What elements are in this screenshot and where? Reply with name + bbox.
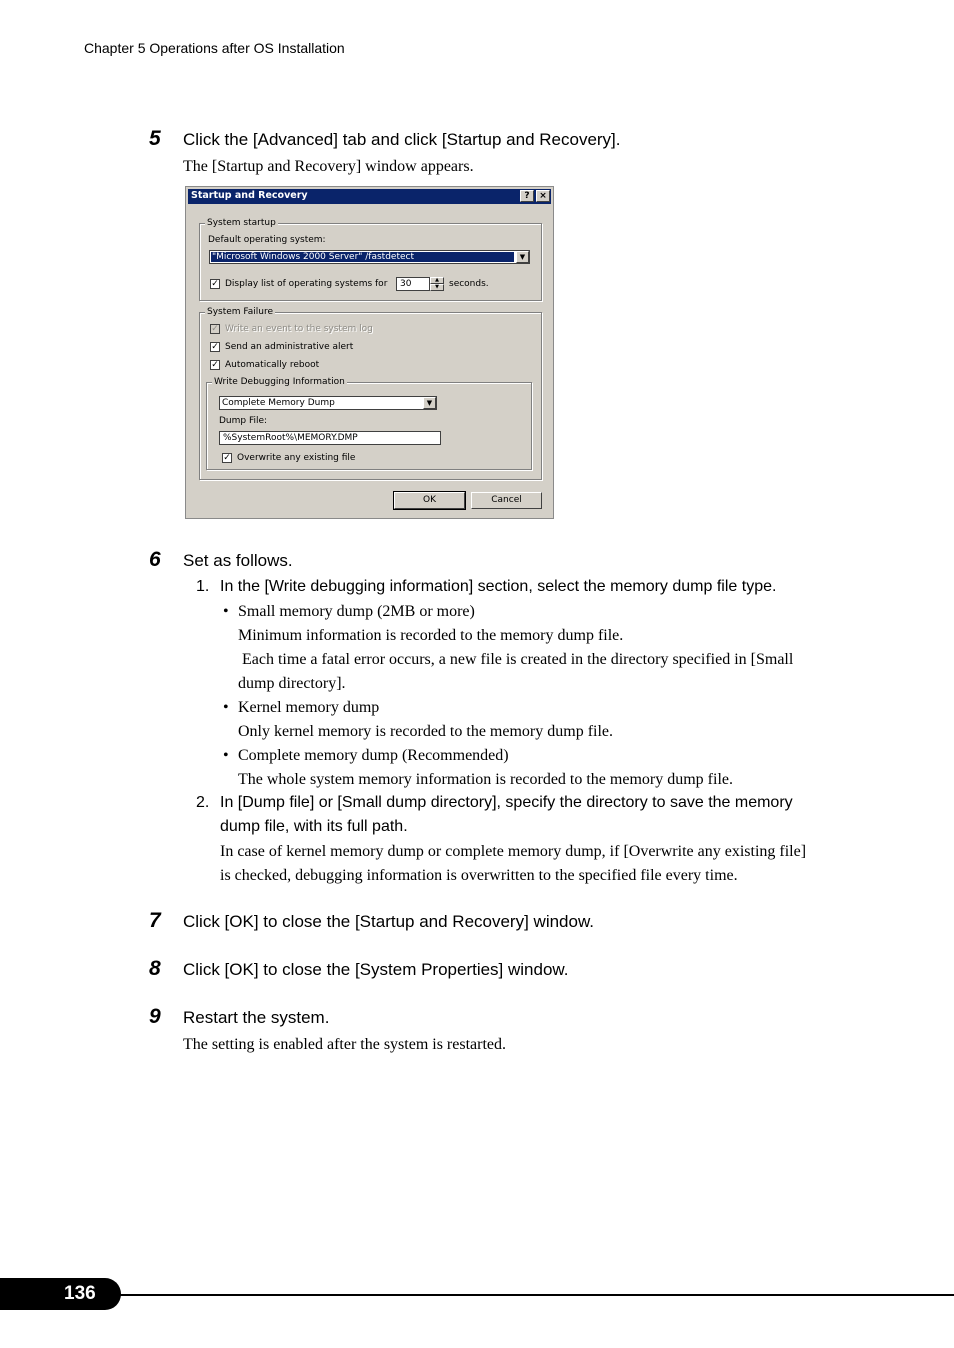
- bullet-icon: •: [223, 699, 229, 716]
- spin-down-icon[interactable]: ▼: [430, 284, 444, 291]
- bullet-3-line1: The whole system memory information is recorded to the memory dump file.: [238, 771, 733, 788]
- overwrite-checkbox[interactable]: ✓: [223, 453, 231, 463]
- chevron-down-icon[interactable]: ▼: [516, 251, 529, 263]
- chapter-header: Chapter 5 Operations after OS Installation: [84, 40, 345, 56]
- step-number-6: 6: [149, 548, 161, 571]
- dialog-title: Startup and Recovery: [191, 190, 308, 201]
- step-5-text: Click the [Advanced] tab and click [Startup and Recovery].: [183, 130, 621, 149]
- default-os-value: "Microsoft Windows 2000 Server" /fastdetect: [211, 252, 514, 262]
- step-number-5: 5: [149, 127, 161, 150]
- substep-number-2: 2.: [196, 794, 210, 811]
- bullet-1-line1: Minimum information is recorded to the memory dump file.: [238, 627, 624, 644]
- page-number: 136: [64, 1283, 96, 1304]
- bullet-1-line2: Each time a fatal error occurs, a new file is created in the directory specified in [Small: [238, 651, 794, 668]
- write-event-label: Write an event to the system log: [225, 324, 373, 334]
- step-9-note: The setting is enabled after the system is restarted.: [183, 1036, 507, 1053]
- step-number-7: 7: [149, 909, 161, 932]
- dump-type-value: Complete Memory Dump: [222, 398, 335, 408]
- debugging-label: Write Debugging Information: [214, 377, 345, 387]
- step-9-text: Restart the system.: [183, 1008, 330, 1027]
- display-list-label: Display list of operating systems for: [225, 279, 388, 289]
- dialog-titlebar: [188, 189, 551, 204]
- default-os-label: Default operating system:: [208, 235, 326, 245]
- step-7-text: Click [OK] to close the [Startup and Recovery] window.: [183, 912, 595, 931]
- substep-1-text: In the [Write debugging information] section, select the memory dump file type.: [220, 578, 777, 595]
- substep-2-line2: dump file, with its full path.: [220, 818, 408, 835]
- step-5-note: The [Startup and Recovery] window appears.: [183, 158, 474, 175]
- seconds-input[interactable]: 30: [396, 277, 430, 291]
- bullet-1-line3: dump directory].: [238, 675, 346, 692]
- auto-reboot-checkbox[interactable]: ✓: [211, 360, 219, 370]
- substep-2-note-line1: In case of kernel memory dump or complete memory dump, if [Overwrite any existing file]: [220, 843, 807, 860]
- startup-recovery-dialog: [185, 186, 554, 519]
- substep-number-1: 1.: [196, 578, 210, 595]
- bullet-icon: •: [223, 747, 229, 764]
- step-8-text: Click [OK] to close the [System Properties] window.: [183, 960, 569, 979]
- chevron-down-icon[interactable]: ▼: [423, 397, 436, 409]
- step-6-text: Set as follows.: [183, 551, 293, 570]
- seconds-label: seconds.: [449, 279, 489, 289]
- send-alert-checkbox[interactable]: ✓: [211, 342, 219, 352]
- send-alert-label: Send an administrative alert: [225, 342, 354, 352]
- display-list-checkbox[interactable]: ✓: [211, 279, 219, 289]
- close-icon[interactable]: ×: [536, 190, 550, 202]
- seconds-spinner[interactable]: [430, 277, 444, 291]
- footer-rule: [110, 1294, 954, 1296]
- cancel-button[interactable]: Cancel: [471, 492, 542, 509]
- auto-reboot-label: Automatically reboot: [225, 360, 320, 370]
- bullet-1-title: Small memory dump (2MB or more): [238, 603, 475, 620]
- dump-file-label: Dump File:: [219, 416, 268, 426]
- dump-file-input[interactable]: %SystemRoot%\MEMORY.DMP: [219, 431, 441, 445]
- substep-2-line1: In [Dump file] or [Small dump directory], specify the directory to save the memory: [220, 794, 793, 811]
- substep-2-note-line2: is checked, debugging information is overwritten to the specified file every time.: [220, 867, 738, 884]
- write-event-checkbox[interactable]: ✓: [211, 324, 219, 334]
- system-startup-label: System startup: [207, 218, 276, 228]
- bullet-2-line1: Only kernel memory is recorded to the memory dump file.: [238, 723, 614, 740]
- default-os-dropdown[interactable]: [209, 250, 530, 264]
- help-icon[interactable]: ?: [520, 190, 534, 202]
- spin-up-icon[interactable]: ▲: [430, 277, 444, 284]
- overwrite-label: Overwrite any existing file: [237, 453, 356, 463]
- step-number-9: 9: [149, 1005, 161, 1028]
- bullet-icon: •: [223, 603, 229, 620]
- page-number-tab: [0, 1278, 121, 1310]
- ok-button[interactable]: OK: [394, 492, 465, 509]
- dump-type-dropdown[interactable]: [219, 396, 437, 410]
- bullet-3-title: Complete memory dump (Recommended): [238, 747, 509, 764]
- system-failure-label: System Failure: [207, 307, 274, 317]
- step-number-8: 8: [149, 957, 161, 980]
- bullet-2-title: Kernel memory dump: [238, 699, 380, 716]
